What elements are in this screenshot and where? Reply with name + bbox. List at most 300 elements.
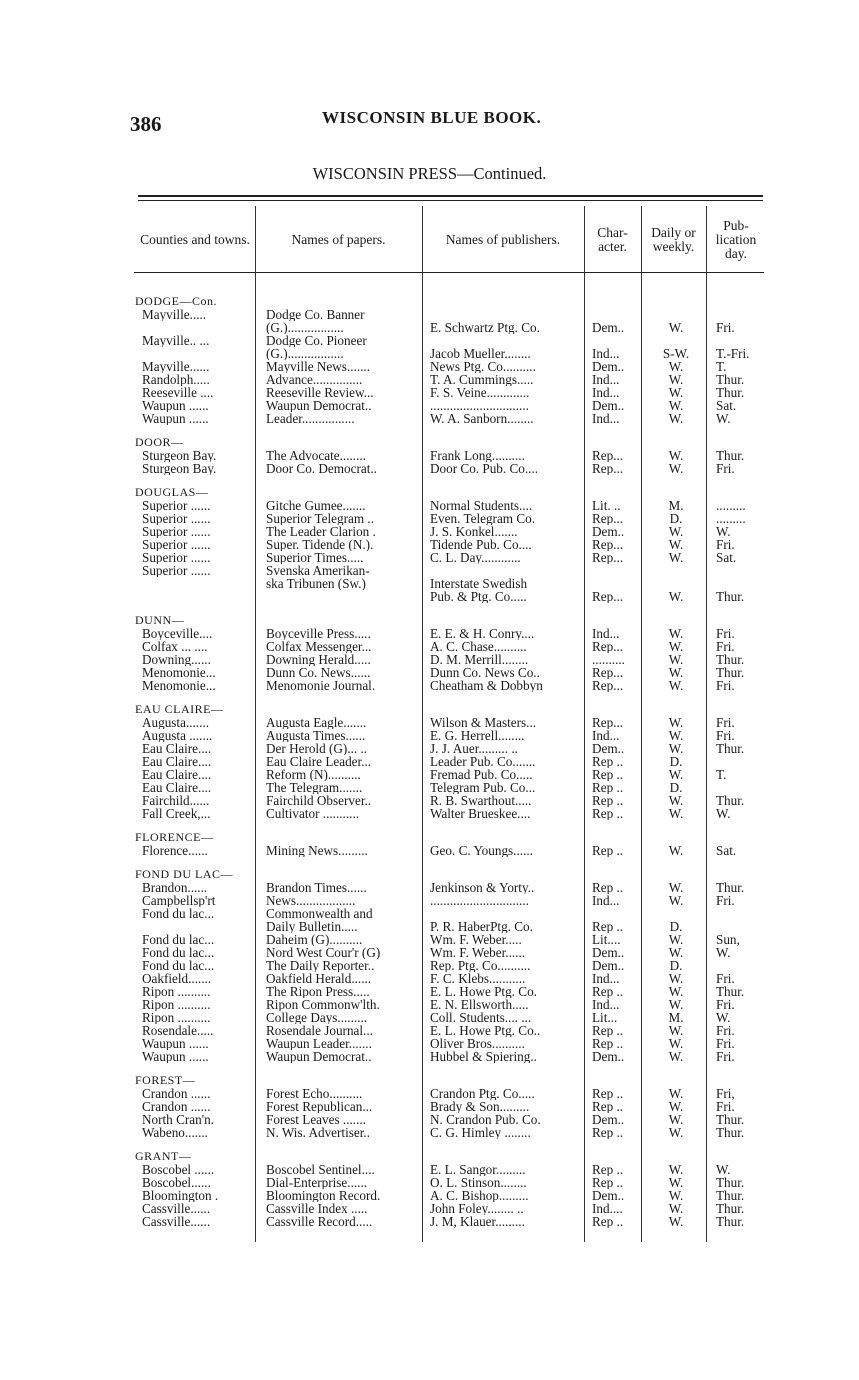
frequency-cell: W. [668,844,684,857]
table-row [0,894,859,907]
paper-name-cell: The Leader Clarion . [266,525,376,538]
frequency-cell: W. [668,1215,684,1228]
town-cell: Campbellsp'rt [142,894,216,907]
table-row [0,998,859,1011]
paper-name-cell: Waupun Democrat.. [266,1050,372,1063]
frequency-cell: D. [669,959,683,972]
character-cell: Rep... [592,462,624,475]
table-row [0,781,859,794]
character-cell: Rep... [592,551,624,564]
character-cell: Rep .. [592,794,624,807]
town-cell: Cassville...... [142,1202,211,1215]
frequency-cell: W. [668,666,684,679]
frequency-cell: W. [668,360,684,373]
frequency-cell: W. [668,946,684,959]
county-heading: DODGE—Con. [135,295,217,308]
frequency-cell: W. [668,525,684,538]
frequency-cell: W. [668,1176,684,1189]
town-cell: Randolph..... [142,373,210,386]
paper-name-cell: Cassville Record..... [266,1215,373,1228]
publisher-cell: Walter Brueskee.... [430,807,531,820]
table-row [0,1163,859,1176]
paper-name-cell: Commonwealth and [266,907,373,920]
table-row [0,1215,859,1228]
county-heading: FLORENCE— [135,831,214,844]
publisher-cell: Leader Pub. Co....... [430,755,536,768]
table-row [0,590,859,603]
frequency-cell: W. [668,462,684,475]
paper-name-cell: Forest Republican... [266,1100,373,1113]
publication-day-cell: Sat. [716,844,737,857]
publication-day-cell: W. [716,525,731,538]
character-cell: Rep... [592,449,624,462]
character-cell: Ind... [592,972,620,985]
frequency-cell: W. [668,412,684,425]
paper-name-cell: The Daily Reporter.. [266,959,375,972]
frequency-cell: W. [668,768,684,781]
paper-name-cell: Advance............... [266,373,363,386]
town-cell: Mayville..... [142,308,207,321]
publisher-cell: Interstate Swedish [430,577,528,590]
character-cell: Rep .. [592,807,624,820]
town-cell: Fairchild...... [142,794,210,807]
town-cell: Superior ...... [142,499,211,512]
character-cell: Dem.. [592,525,625,538]
frequency-cell: W. [668,1126,684,1139]
character-cell: Ind... [592,412,620,425]
publisher-cell: Jenkinson & Yorty.. [430,881,535,894]
county-row [0,1074,859,1087]
publication-day-cell: Thur. [716,666,745,679]
frequency-cell: W. [668,1189,684,1202]
town-cell: Eau Claire.... [142,742,212,755]
publication-day-cell: Sat. [716,551,737,564]
paper-name-cell: Daily Bulletin..... [266,920,358,933]
publisher-cell: Tidende Pub. Co.... [430,538,532,551]
frequency-cell: D. [669,512,683,525]
frequency-cell: W. [668,794,684,807]
header-counties: Counties and towns. [140,232,250,247]
table-row [0,742,859,755]
publication-day-cell: W. [716,1163,731,1176]
county-row [0,868,859,881]
table-row [0,1087,859,1100]
paper-name-cell: (G.)................. [266,321,344,334]
frequency-cell: W. [668,1050,684,1063]
character-cell: Rep .. [592,920,624,933]
header-publication-day: Pub- lication day. [715,218,757,261]
character-cell: Rep .. [592,1126,624,1139]
frequency-cell: W. [668,881,684,894]
publication-day-cell: Thur. [716,373,745,386]
table-row [0,308,859,321]
frequency-cell: W. [668,1100,684,1113]
publication-day-cell: Thur. [716,1202,745,1215]
table-row [0,564,859,577]
publisher-cell: Fremad Pub. Co..... [430,768,533,781]
frequency-cell: S-W. [662,347,690,360]
publisher-cell: Jacob Mueller........ [430,347,531,360]
table-row [0,1126,859,1139]
paper-name-cell: Cassville Index ..... [266,1202,368,1215]
character-cell: Dem.. [592,742,625,755]
table-row [0,933,859,946]
town-cell: Rosendale..... [142,1024,214,1037]
table-row [0,881,859,894]
table-row [0,1113,859,1126]
town-cell: Superior ...... [142,564,211,577]
character-cell: Dem.. [592,1050,625,1063]
header-character: Char- acter. [597,225,628,254]
table-row [0,640,859,653]
paper-name-cell: Super. Tidende (N.). [266,538,374,551]
publication-day-cell: Sat. [716,399,737,412]
town-cell: Superior ...... [142,538,211,551]
table-row [0,1100,859,1113]
paper-name-cell: Colfax Messenger... [266,640,372,653]
town-cell: Cassville...... [142,1215,211,1228]
publisher-cell: W. A. Sanborn........ [430,412,534,425]
top-rule-thin [138,200,763,201]
town-cell: Eau Claire.... [142,755,212,768]
publisher-cell: E. N. Ellsworth..... [430,998,529,1011]
town-cell: Eau Claire.... [142,768,212,781]
character-cell: Rep .. [592,1176,624,1189]
table-row [0,334,859,347]
publication-day-cell: W. [716,1011,731,1024]
frequency-cell: W. [668,807,684,820]
character-cell: Rep... [592,640,624,653]
table-row [0,679,859,692]
publication-day-cell: Fri. [716,998,735,1011]
character-cell: Dem.. [592,946,625,959]
paper-name-cell: N. Wis. Advertiser.. [266,1126,370,1139]
character-cell: Rep .. [592,1037,624,1050]
publisher-cell: Geo. C. Youngs...... [430,844,533,857]
county-heading: FOND DU LAC— [135,868,234,881]
table-row [0,807,859,820]
character-cell: Rep .. [592,881,624,894]
paper-name-cell: Waupun Leader....... [266,1037,372,1050]
table-row [0,360,859,373]
publication-day-cell: Fri. [716,1024,735,1037]
frequency-cell: W. [668,399,684,412]
frequency-cell: W. [668,386,684,399]
character-cell: Dem.. [592,399,625,412]
publisher-cell: F. C. Klebs........... [430,972,526,985]
paper-name-cell: Ripon Commonw'lth. [266,998,380,1011]
top-rule [138,195,763,197]
paper-name-cell: The Telegram....... [266,781,363,794]
character-cell: Ind... [592,998,620,1011]
publication-day-cell: Thur. [716,881,745,894]
town-cell: Ripon .......... [142,1011,211,1024]
publisher-cell: J. J. Auer......... .. [430,742,518,755]
header-publishers: Names of publishers. [445,232,561,247]
county-heading: FOREST— [135,1074,196,1087]
paper-name-cell: Dodge Co. Banner [266,308,365,321]
publication-day-cell: Thur. [716,653,745,666]
town-cell: Mayville...... [142,360,210,373]
publisher-cell: Dunn Co. News Co.. [430,666,540,679]
table-row [0,985,859,998]
table-row [0,1189,859,1202]
publication-day-cell: Fri. [716,462,735,475]
town-cell: Menomonie... [142,679,216,692]
character-cell: Lit.... [592,933,621,946]
publication-day-cell: Fri. [716,640,735,653]
publication-day-cell: Thur. [716,1113,745,1126]
publication-day-cell: Fri. [716,716,735,729]
character-cell: Ind... [592,894,620,907]
character-cell: Ind... [592,386,620,399]
character-cell: Rep .. [592,1087,624,1100]
publication-day-cell: Thur. [716,1215,745,1228]
publication-day-cell: Thur. [716,590,745,603]
character-cell: Rep... [592,512,624,525]
frequency-cell: W. [668,653,684,666]
town-cell: Fond du lac... [142,946,215,959]
publisher-cell: Wilson & Masters... [430,716,537,729]
paper-name-cell: Forest Leaves ....... [266,1113,366,1126]
table-row [0,972,859,985]
publisher-cell: T. A. Cummings..... [430,373,534,386]
county-row [0,703,859,716]
character-cell: Dem.. [592,959,625,972]
town-cell: Reeseville .... [142,386,214,399]
town-cell: Superior ...... [142,525,211,538]
character-cell: Lit. .. [592,499,621,512]
paper-name-cell: Boscobel Sentinel.... [266,1163,375,1176]
frequency-cell: W. [668,321,684,334]
table-row [0,449,859,462]
table-row [0,373,859,386]
county-heading: EAU CLAIRE— [135,703,224,716]
table-row [0,1024,859,1037]
table-row [0,577,859,590]
frequency-cell: W. [668,1163,684,1176]
publication-day-cell: Fri. [716,729,735,742]
table-row [0,794,859,807]
publisher-cell: F. S. Veine............. [430,386,530,399]
publication-day-cell: T. [716,768,727,781]
publication-day-cell: T.-Fri. [716,347,750,360]
table-row [0,462,859,475]
town-cell: Florence...... [142,844,208,857]
publication-day-cell: Thur. [716,985,745,998]
publication-day-cell: Thur. [716,449,745,462]
character-cell: Rep .. [592,844,624,857]
frequency-cell: W. [668,590,684,603]
town-cell: Wabeno....... [142,1126,208,1139]
publication-day-cell: T. [716,360,727,373]
publisher-cell: E. L. Howe Ptg. Co. [430,985,537,998]
table-row [0,1011,859,1024]
table-row [0,755,859,768]
table-row [0,653,859,666]
publication-day-cell: Fri. [716,627,735,640]
town-cell: Superior ...... [142,551,211,564]
paper-name-cell: Oakfield Herald...... [266,972,372,985]
publication-day-cell: Thur. [716,1189,745,1202]
paper-name-cell: Reeseville Review... [266,386,374,399]
publisher-cell: .............................. [430,894,529,907]
table-row [0,412,859,425]
table-row [0,907,859,920]
publication-day-cell: ......... [716,499,746,512]
publisher-cell: A. C. Bishop......... [430,1189,529,1202]
paper-name-cell: Superior Telegram .. [266,512,374,525]
publication-day-cell: Fri. [716,1050,735,1063]
frequency-cell: W. [668,972,684,985]
table-row [0,1202,859,1215]
publisher-cell: Even. Telegram Co. [430,512,536,525]
county-row [0,831,859,844]
publication-day-cell: Fri. [716,1100,735,1113]
frequency-cell: D. [669,755,683,768]
frequency-cell: M. [668,499,684,512]
character-cell: Dem.. [592,1189,625,1202]
county-row [0,436,859,449]
frequency-cell: W. [668,985,684,998]
town-cell: Sturgeon Bay. [142,449,217,462]
character-cell: Ind... [592,347,620,360]
publisher-cell: C. L. Day............ [430,551,521,564]
paper-name-cell: Mining News......... [266,844,368,857]
paper-name-cell: Waupun Democrat.. [266,399,372,412]
table-row [0,1037,859,1050]
publication-day-cell: Thur. [716,742,745,755]
publisher-cell: E. Schwartz Ptg. Co. [430,321,540,334]
publisher-cell: E. E. & H. Conry.... [430,627,535,640]
publisher-cell: News Ptg. Co.......... [430,360,536,373]
publisher-cell: R. B. Swarthout..... [430,794,532,807]
paper-name-cell: Reform (N).......... [266,768,361,781]
character-cell: Ind... [592,627,620,640]
town-cell: Fall Creek,... [142,807,211,820]
paper-name-cell: Svenska Amerikan- [266,564,370,577]
town-cell: Bloomington . [142,1189,219,1202]
frequency-cell: W. [668,894,684,907]
paper-name-cell: Leader................ [266,412,355,425]
character-cell: Rep .. [592,768,624,781]
table-row [0,1050,859,1063]
frequency-cell: W. [668,1024,684,1037]
table-row [0,1176,859,1189]
table-row [0,627,859,640]
frequency-cell: W. [668,933,684,946]
character-cell: .......... [592,653,625,666]
paper-name-cell: News.................. [266,894,356,907]
publisher-cell: A. C. Chase.......... [430,640,527,653]
table-row [0,844,859,857]
publisher-cell: Frank Long.......... [430,449,525,462]
town-cell: Mayville.. ... [142,334,210,347]
town-cell: Ripon .......... [142,998,211,1011]
publisher-cell: Crandon Ptg. Co..... [430,1087,535,1100]
publisher-cell: Normal Students.... [430,499,533,512]
paper-name-cell: Brandon Times...... [266,881,367,894]
town-cell: Boyceville.... [142,627,213,640]
frequency-cell: M. [668,1011,684,1024]
publisher-cell: D. M. Merrill........ [430,653,529,666]
county-row [0,1150,859,1163]
paper-name-cell: Forest Echo.......... [266,1087,363,1100]
table-row [0,399,859,412]
character-cell: Rep .. [592,755,624,768]
character-cell: Dem.. [592,1113,625,1126]
character-cell: Dem.. [592,360,625,373]
paper-name-cell: Superior Times..... [266,551,364,564]
header-daily-weekly: Daily or weekly. [651,225,696,254]
town-cell: Waupun ...... [142,1050,209,1063]
character-cell: Rep .. [592,1215,624,1228]
county-heading: DOOR— [135,436,184,449]
frequency-cell: W. [668,640,684,653]
publication-day-cell: Thur. [716,1176,745,1189]
frequency-cell: W. [668,373,684,386]
publisher-cell: Cheatham & Dobbyn [430,679,543,692]
paper-name-cell: Nord West Cour'r (G) [266,946,381,959]
table-row [0,551,859,564]
publication-day-cell: W. [716,946,731,959]
header-papers: Names of papers. [291,232,386,247]
character-cell: Rep .. [592,985,624,998]
character-cell: Dem.. [592,321,625,334]
table-row [0,946,859,959]
character-cell: Rep .. [592,1163,624,1176]
town-cell: Downing...... [142,653,211,666]
frequency-cell: W. [668,538,684,551]
page-number: 386 [130,112,162,136]
table-row [0,347,859,360]
publication-day-cell: W. [716,412,731,425]
table-row [0,499,859,512]
town-cell: Boscobel...... [142,1176,211,1189]
paper-name-cell: Rosendale Journal... [266,1024,373,1037]
frequency-cell: W. [668,716,684,729]
paper-name-cell: Gitche Gumee....... [266,499,366,512]
publisher-cell: Wm. F. Weber...... [430,946,526,959]
paper-name-cell: (G.)................. [266,347,344,360]
frequency-cell: W. [668,1087,684,1100]
table-row [0,768,859,781]
publisher-cell: E. G. Herrell........ [430,729,525,742]
publisher-cell: Door Co. Pub. Co.... [430,462,539,475]
town-cell: Menomonie... [142,666,216,679]
character-cell: Rep .. [592,1024,624,1037]
paper-name-cell: Menomonie Journal. [266,679,376,692]
table-row [0,512,859,525]
publication-day-cell: Thur. [716,1126,745,1139]
publisher-cell: Hubbel & Spiering.. [430,1050,537,1063]
town-cell: Boscobel ...... [142,1163,215,1176]
paper-name-cell: Daheim (G).......... [266,933,363,946]
frequency-cell: W. [668,551,684,564]
character-cell: Rep... [592,538,624,551]
town-cell: Colfax ... .... [142,640,208,653]
publisher-cell: Brady & Son......... [430,1100,530,1113]
table-row [0,525,859,538]
character-cell: Rep .. [592,781,624,794]
table-row [0,538,859,551]
publisher-cell: .............................. [430,399,529,412]
frequency-cell: W. [668,627,684,640]
paper-name-cell: ska Tribunen (Sw.) [266,577,366,590]
paper-name-cell: Augusta Times...... [266,729,366,742]
town-cell: Sturgeon Bay. [142,462,217,475]
table-row [0,666,859,679]
